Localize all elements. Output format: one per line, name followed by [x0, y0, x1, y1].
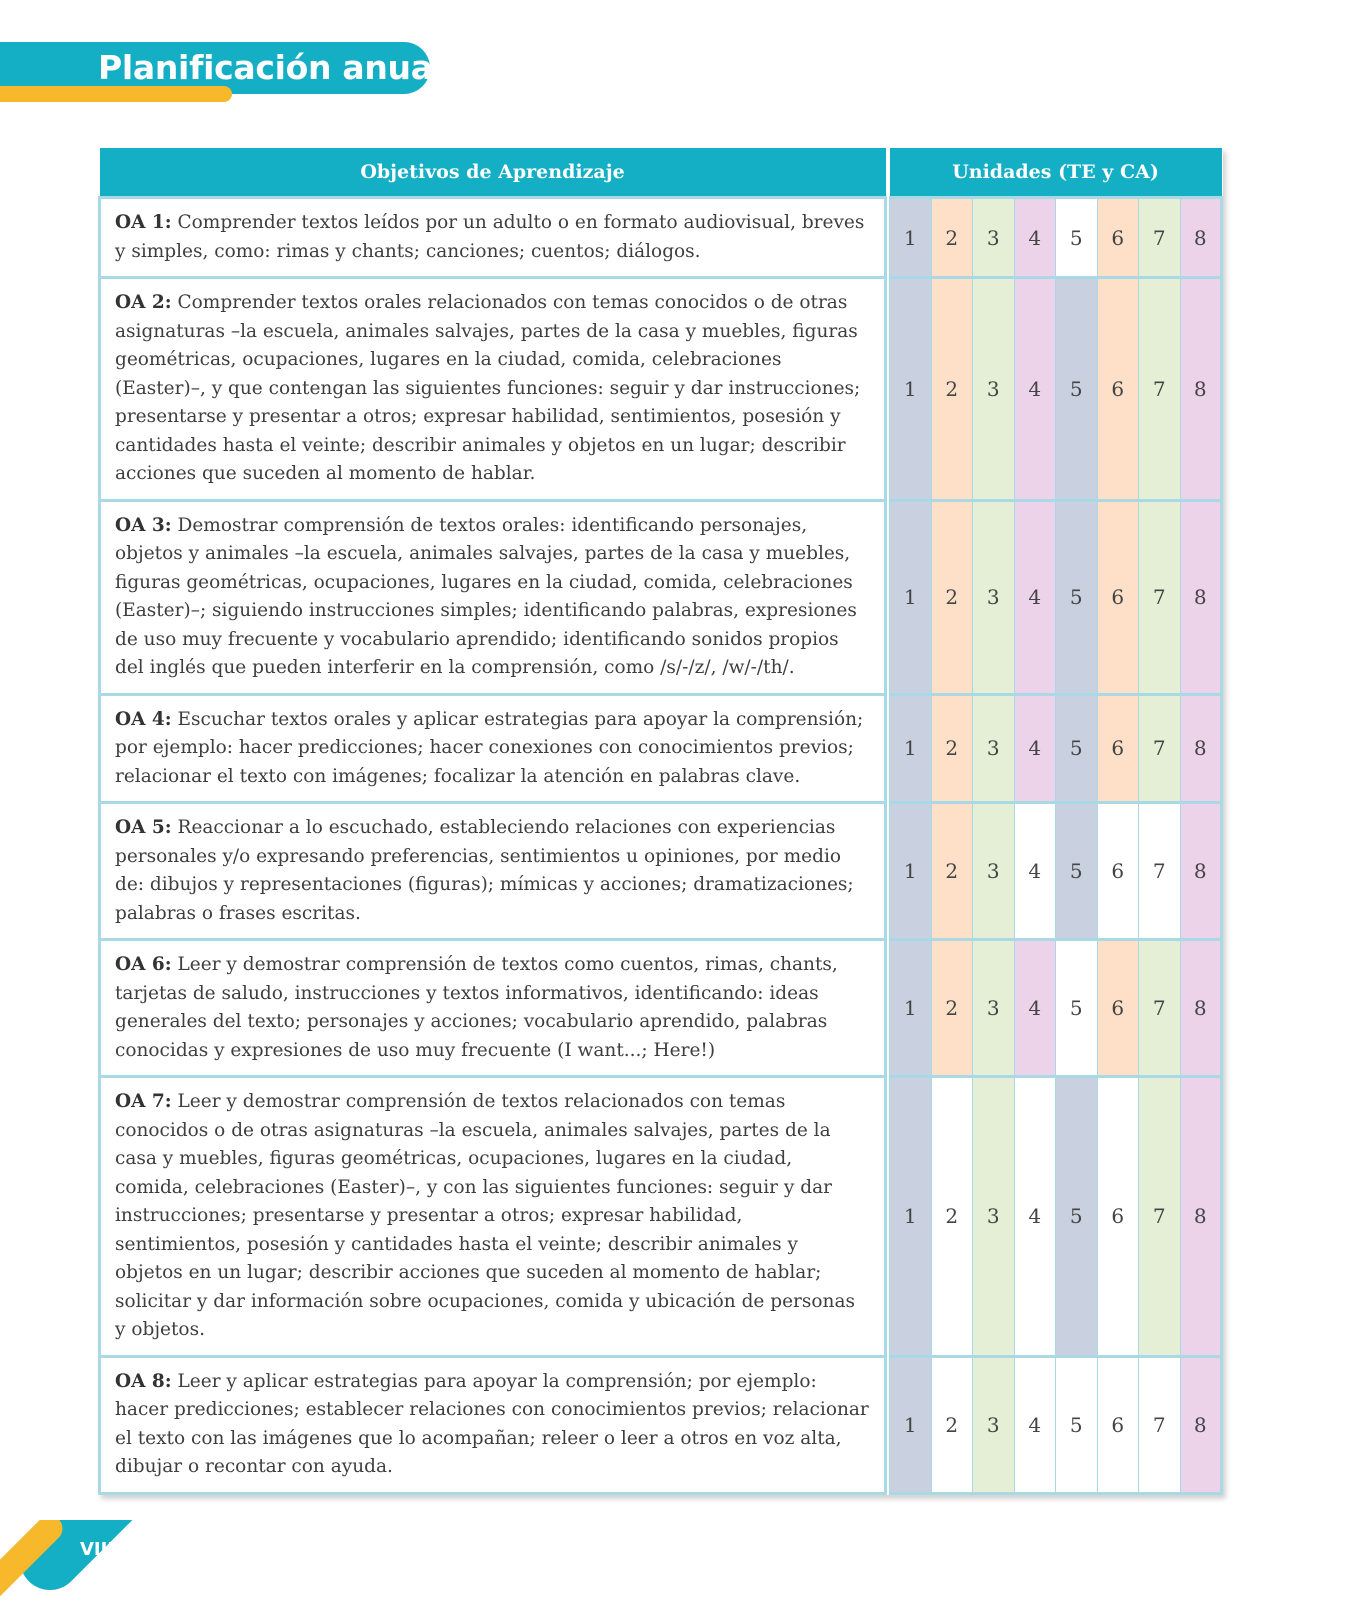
objective-text: Leer y demostrar comprensión de textos relacionados con temas conocidos o de otras asignaturas –la escuela, animales salvajes, partes de la casa y muebles, figuras geométricas, ocupaciones, lugares en la ciudad, comida, celebraciones (Easter)–, y con las siguientes funciones: seguir y dar instrucciones; presentarse y presentar a otros; expresar habilidad, sentimientos, posesión y cantidades hasta el veinte; describir animales y objetos en un lugar; describir acciones que suceden al momento de hablar; solicitar y dar información sobre ocupaciones, comida y ubicación de personas y objetos. — [115, 1091, 855, 1340]
unit-cell-7: 7 — [1139, 803, 1181, 940]
unit-cell-6: 6 — [1097, 278, 1139, 501]
unit-cell-5: 5 — [1056, 198, 1098, 278]
page-number-badge — [0, 1520, 150, 1600]
objective-text: Reaccionar a lo escuchado, estableciendo relaciones con experiencias personales y/o expresando preferencias, sentimientos u opiniones, por medio de: dibujos y representaciones (figuras); mímicas y acciones; dramatizaciones; palabras o frases escritas. — [115, 817, 854, 924]
objective-cell — [100, 803, 886, 940]
unit-cell-4: 4 — [1014, 940, 1056, 1077]
unit-cell-7: 7 — [1139, 198, 1181, 278]
unit-cell-8: 8 — [1180, 198, 1222, 278]
planning-table — [98, 148, 1223, 1495]
page-title: Planificación anual — [98, 48, 444, 87]
header-objectives: Objetivos de Aprendizaje — [100, 148, 886, 198]
unit-cell-4: 4 — [1014, 500, 1056, 694]
unit-cell-8: 8 — [1180, 1077, 1222, 1357]
objective-cell — [100, 940, 886, 1077]
unit-cell-1: 1 — [890, 1077, 932, 1357]
unit-cell-8: 8 — [1180, 803, 1222, 940]
objective-code: OA 6: — [115, 954, 172, 975]
header-units: Unidades (TE y CA) — [890, 148, 1222, 198]
table-row — [100, 694, 1222, 803]
unit-cell-3: 3 — [973, 803, 1015, 940]
objective-code: OA 8: — [115, 1370, 172, 1392]
unit-cell-1: 1 — [890, 198, 932, 278]
table-row — [100, 803, 1222, 940]
unit-cell-5: 5 — [1056, 694, 1098, 803]
unit-cell-1: 1 — [890, 803, 932, 940]
unit-cell-8: 8 — [1180, 940, 1222, 1077]
unit-cell-1: 1 — [890, 278, 932, 501]
unit-cell-2: 2 — [931, 940, 973, 1077]
unit-cell-2: 2 — [931, 1356, 973, 1493]
unit-cell-6: 6 — [1097, 694, 1139, 803]
unit-cell-4: 4 — [1014, 1356, 1056, 1493]
unit-cell-1: 1 — [890, 694, 932, 803]
unit-cell-7: 7 — [1139, 940, 1181, 1077]
unit-cell-4: 4 — [1014, 278, 1056, 501]
objective-code: OA 4: — [115, 708, 172, 730]
unit-cell-7: 7 — [1139, 694, 1181, 803]
objective-cell — [100, 1356, 886, 1493]
unit-cell-1: 1 — [890, 500, 932, 694]
unit-cell-6: 6 — [1097, 1356, 1139, 1493]
unit-cell-4: 4 — [1014, 694, 1056, 803]
unit-cell-3: 3 — [973, 694, 1015, 803]
unit-cell-8: 8 — [1180, 500, 1222, 694]
unit-cell-4: 4 — [1014, 1077, 1056, 1357]
unit-cell-2: 2 — [931, 1077, 973, 1357]
unit-cell-2: 2 — [931, 803, 973, 940]
table-row — [100, 198, 1222, 278]
unit-cell-7: 7 — [1139, 278, 1181, 501]
unit-cell-3: 3 — [973, 1077, 1015, 1357]
unit-cell-1: 1 — [890, 1356, 932, 1493]
objective-cell — [100, 1077, 886, 1357]
objective-code: OA 3: — [115, 514, 172, 536]
unit-cell-8: 8 — [1180, 694, 1222, 803]
objective-code: OA 5: — [115, 817, 172, 838]
unit-cell-2: 2 — [931, 198, 973, 278]
objective-text: Leer y aplicar estrategias para apoyar la comprensión; por ejemplo: hacer predicciones; establecer relaciones con conocimientos previos; relacionar el texto con las imágenes que lo acompañan; releer o leer a otros en voz alta, dibujar o recontar con ayuda. — [115, 1370, 869, 1477]
table-row — [100, 1356, 1222, 1493]
objective-text: Comprender textos leídos por un adulto o en formato audiovisual, breves y simples, como: rimas y chants; canciones; cuentos; diálogos. — [115, 212, 865, 262]
unit-cell-7: 7 — [1139, 500, 1181, 694]
objective-text: Leer y demostrar comprensión de textos como cuentos, rimas, chants, tarjetas de saludo, instrucciones y textos informativos, identificando: ideas generales del texto; personajes y acciones; vocabulario aprendido, palabras conocidas y expresiones de uso muy frecuente (I want...; Here!) — [115, 954, 838, 1061]
unit-cell-5: 5 — [1056, 500, 1098, 694]
unit-cell-4: 4 — [1014, 803, 1056, 940]
unit-cell-7: 7 — [1139, 1356, 1181, 1493]
unit-cell-7: 7 — [1139, 1077, 1181, 1357]
unit-cell-5: 5 — [1056, 803, 1098, 940]
unit-cell-5: 5 — [1056, 940, 1098, 1077]
table-header-row — [100, 148, 1222, 198]
page-number: VIII — [80, 1539, 115, 1560]
unit-cell-6: 6 — [1097, 500, 1139, 694]
table-row — [100, 940, 1222, 1077]
unit-cell-5: 5 — [1056, 1356, 1098, 1493]
unit-cell-6: 6 — [1097, 198, 1139, 278]
objective-cell — [100, 500, 886, 694]
unit-cell-6: 6 — [1097, 1077, 1139, 1357]
unit-cell-5: 5 — [1056, 278, 1098, 501]
unit-cell-3: 3 — [973, 198, 1015, 278]
unit-cell-4: 4 — [1014, 198, 1056, 278]
unit-cell-3: 3 — [973, 278, 1015, 501]
table-row — [100, 500, 1222, 694]
objective-cell — [100, 694, 886, 803]
objective-cell — [100, 278, 886, 501]
table-row — [100, 278, 1222, 501]
unit-cell-8: 8 — [1180, 1356, 1222, 1493]
table-body — [100, 198, 1222, 1494]
objective-text: Demostrar comprensión de textos orales: identificando personajes, objetos y animales –la escuela, animales salvajes, partes de la casa y muebles, figuras geométricas, ocupaciones, lugares en la ciudad, comida, celebraciones (Easter)–; siguiendo instrucciones simples; identificando palabras, expresiones de uso muy frecuente y vocabulario aprendido; identificando sonidos propios del inglés que pueden interferir en la comprensión, como /s/-/z/, /w/-/th/. — [115, 514, 857, 678]
objective-code: OA 2: — [115, 292, 172, 313]
objective-text: Escuchar textos orales y aplicar estrategias para apoyar la comprensión; por ejemplo: hacer predicciones; hacer conexiones con conocimientos previos; relacionar el texto con imágenes; focalizar la atención en palabras clave. — [115, 708, 864, 787]
table-row — [100, 1077, 1222, 1357]
unit-cell-3: 3 — [973, 500, 1015, 694]
objective-code: OA 7: — [115, 1091, 172, 1112]
unit-cell-3: 3 — [973, 940, 1015, 1077]
unit-cell-3: 3 — [973, 1356, 1015, 1493]
unit-cell-2: 2 — [931, 500, 973, 694]
unit-cell-5: 5 — [1056, 1077, 1098, 1357]
unit-cell-1: 1 — [890, 940, 932, 1077]
objective-code: OA 1: — [115, 212, 172, 233]
unit-cell-2: 2 — [931, 694, 973, 803]
objective-cell — [100, 198, 886, 278]
unit-cell-2: 2 — [931, 278, 973, 501]
unit-cell-6: 6 — [1097, 803, 1139, 940]
unit-cell-8: 8 — [1180, 278, 1222, 501]
unit-cell-6: 6 — [1097, 940, 1139, 1077]
objective-text: Comprender textos orales relacionados con temas conocidos o de otras asignaturas –la escuela, animales salvajes, partes de la casa y muebles, figuras geométricas, ocupaciones, lugares en la ciudad, comida, celebraciones (Easter)–, y que contengan las siguientes funciones: seguir y dar instrucciones; presentarse y presentar a otros; expresar habilidad, sentimientos, posesión y cantidades hasta el veinte; describir animales y objetos en un lugar; describir acciones que suceden al momento de hablar. — [115, 292, 861, 484]
